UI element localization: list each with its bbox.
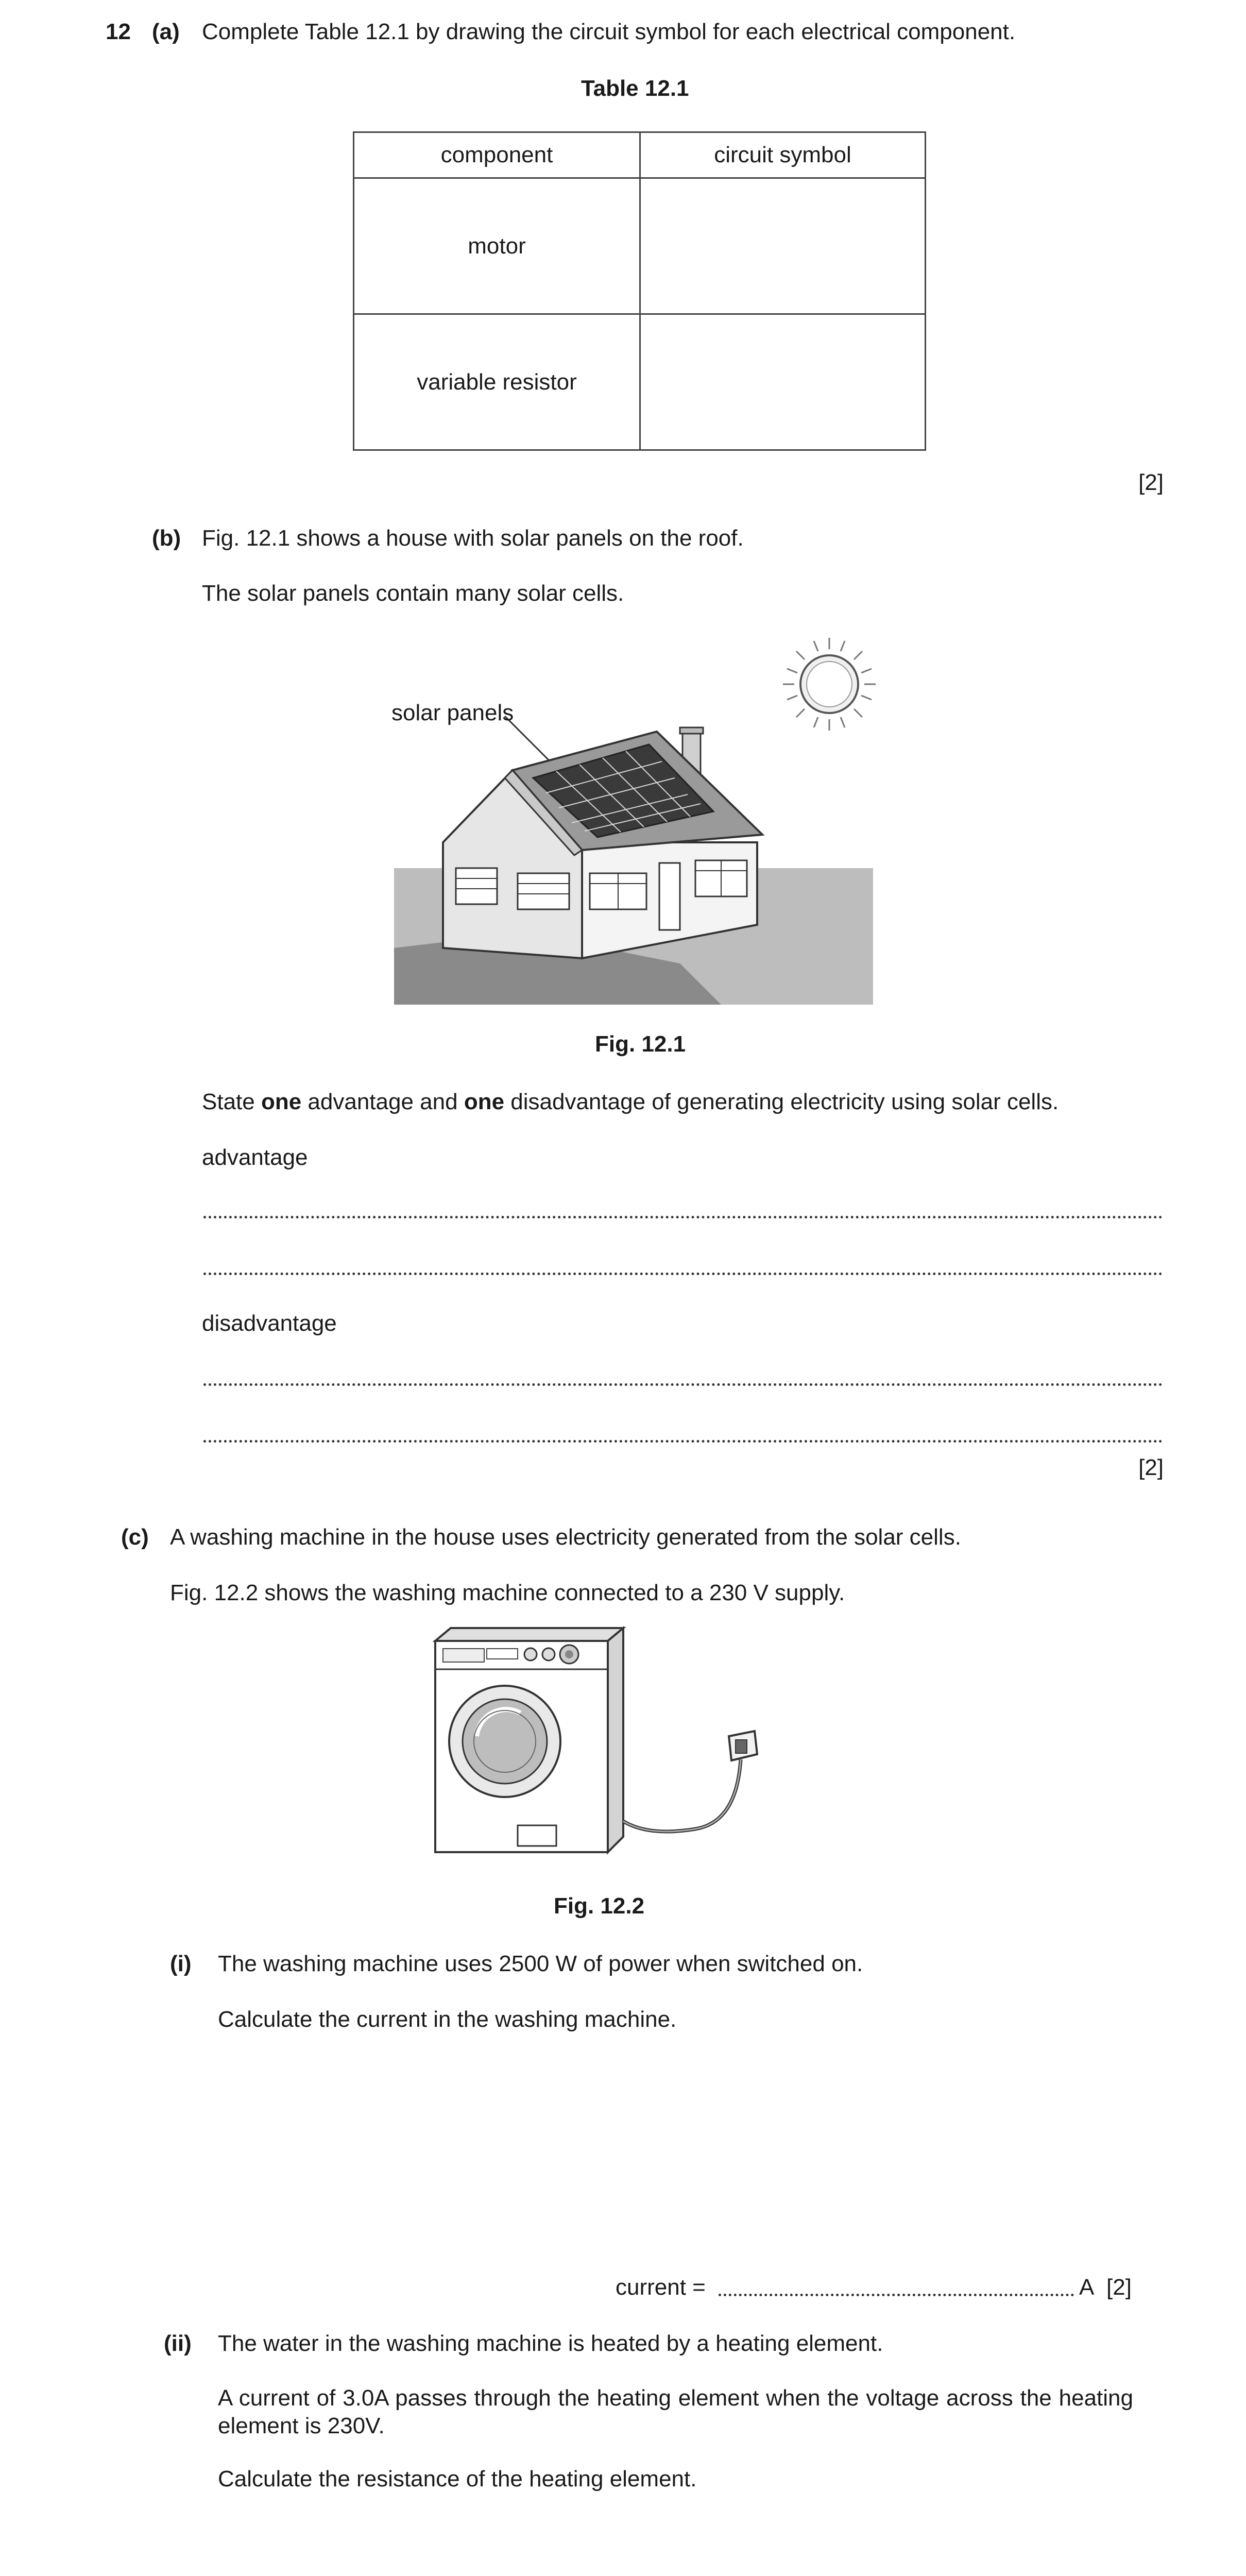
door-icon: [449, 1686, 560, 1797]
part-b-intro-1: Fig. 12.1 shows a house with solar panels on the roof.: [202, 526, 744, 551]
part-a-label: (a): [152, 19, 180, 44]
component-motor: motor: [354, 178, 640, 314]
disadvantage-label: disadvantage: [202, 1311, 337, 1336]
solar-panels-label: solar panels: [391, 700, 514, 725]
table-row: [354, 314, 926, 450]
part-c-intro-2: Fig. 12.2 shows the washing machine connected to a 230 V supply.: [170, 1580, 845, 1605]
advantage-answer-line-2[interactable]: [203, 1273, 1163, 1275]
part-b-intro-2: The solar panels contain many solar cells.: [202, 581, 624, 606]
part-b-marks: [2]: [1138, 1455, 1164, 1480]
part-c-i-label: (i): [170, 1951, 192, 1976]
part-c-i-marks: [2]: [1106, 2275, 1132, 2300]
part-c-ii-label: (ii): [164, 2331, 192, 2356]
part-c-ii-text-1: The water in the washing machine is heated by a heating element.: [218, 2331, 883, 2356]
symbol-answer-cell-variable-resistor[interactable]: [640, 314, 926, 450]
current-answer-label: current =: [616, 2275, 706, 2300]
fig-12-2-caption: Fig. 12.2: [554, 1893, 645, 1919]
table-header-component: component: [354, 132, 640, 178]
part-c-i-text-1: The washing machine uses 2500 W of power when switched on.: [218, 1951, 863, 1976]
table-header-circuit-symbol: circuit symbol: [640, 132, 926, 178]
disadvantage-answer-line-2[interactable]: [203, 1440, 1163, 1443]
part-b-label: (b): [152, 526, 181, 551]
symbol-answer-cell-motor[interactable]: [640, 178, 926, 314]
table-row: [354, 178, 926, 314]
part-c-label: (c): [121, 1524, 149, 1550]
part-c-ii-text-3: Calculate the resistance of the heating element.: [218, 2466, 697, 2492]
current-unit: A: [1079, 2275, 1095, 2300]
part-a-marks: [2]: [1138, 470, 1164, 495]
component-variable-resistor: variable resistor: [354, 314, 640, 450]
sun-icon: [783, 638, 876, 731]
washing-machine-figure: [428, 1625, 798, 1873]
component-table: [353, 131, 926, 451]
wall-socket-icon: [729, 1731, 757, 1760]
house-solar-panel-figure: [391, 629, 886, 1010]
table-title: Table 12.1: [581, 76, 689, 101]
part-a-instruction: Complete Table 12.1 by drawing the circuit symbol for each electrical component.: [202, 19, 1016, 44]
part-b-question: State one advantage and one disadvantage of generating electricity using solar cells.: [202, 1089, 1059, 1114]
part-c-intro-1: A washing machine in the house uses electricity generated from the solar cells.: [170, 1524, 961, 1550]
question-number: 12: [106, 19, 131, 44]
part-c-ii-text-2: A current of 3.0A passes through the heating element when the voltage across the heating element is 230V.: [218, 2385, 1133, 2438]
current-answer-line[interactable]: [719, 2294, 1074, 2296]
disadvantage-answer-line-1[interactable]: [203, 1383, 1163, 1386]
part-c-i-text-2: Calculate the current in the washing machine.: [218, 2007, 677, 2032]
advantage-answer-line-1[interactable]: [203, 1216, 1163, 1218]
advantage-label: advantage: [202, 1145, 308, 1170]
fig-12-1-caption: Fig. 12.1: [595, 1031, 686, 1057]
